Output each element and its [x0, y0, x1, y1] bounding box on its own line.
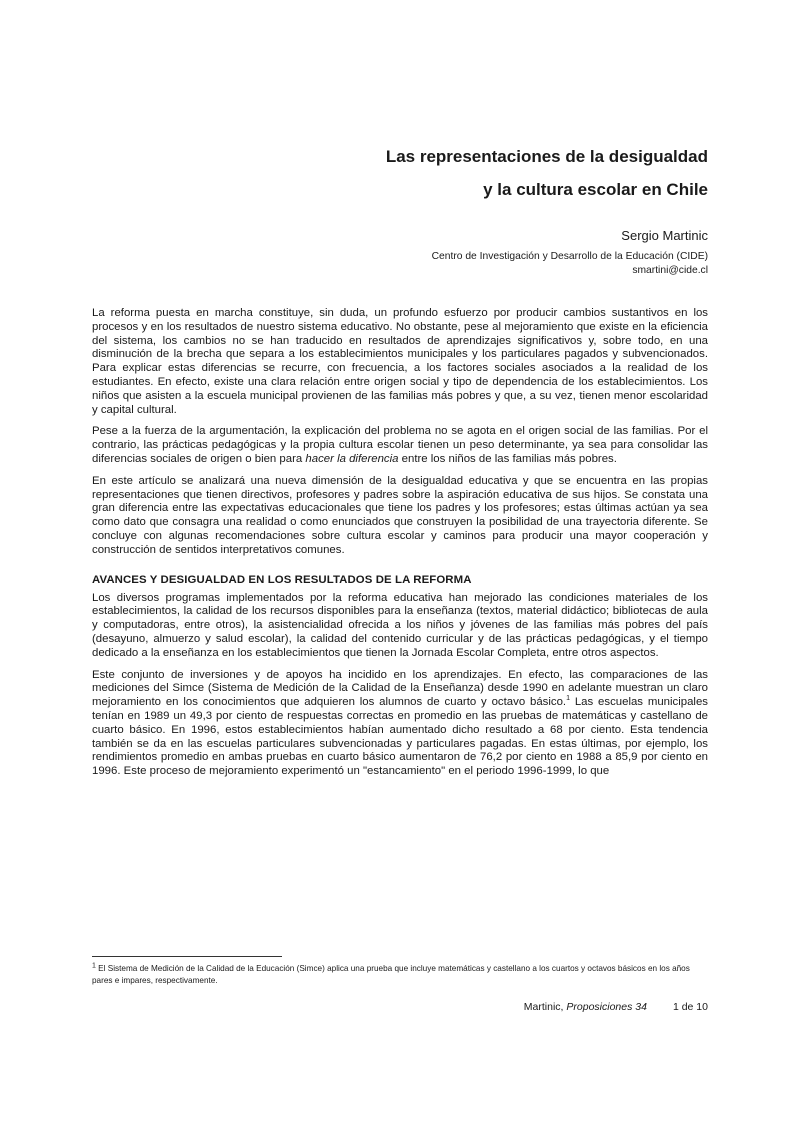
paragraph-4: Los diversos programas implementados por la reforma educativa han mejorado las condiciones materiales de los establecimientos, la calidad de los recursos disponibles para la enseñanza (textos, material didáctico; bibliotecas de aula y computadoras, entre otros), la asistencialidad ofrecida a los niños y jóvenes de las familias más pobres del país (desayuno, almuerzo y salud escolar), la calidad del contenido curricular y de las prácticas pedagógicas, y el tiempo dedicado a la enseñanza en los establecimientos que tienen la Jornada Escolar Completa, entre otros aspectos.	[92, 591, 708, 659]
title-line-2: y la cultura escolar en Chile	[483, 180, 708, 199]
page	[92, 0, 708, 1132]
paragraph-5-text-b: Las escuelas municipales tenían en 1989 un 49,3 por ciento de respuestas correctas en promedio en las pruebas de matemáticas y castellano de cuarto básico. En 1996, estos establecimientos habían aumentado dicho resultado a 68 por ciento. Esta tendencia también se da en las escuelas particulares subvencionadas y particulares pagadas. En estas últimas, por ejemplo, los rendimientos promedio en ambas pruebas en cuarto básico aumentaron de 76,2 por ciento en 1988 a 85,9 por ciento en 1996. Este proceso de mejoramiento experimentó un "estancamiento" en el periodo 1996-1999, lo que	[92, 696, 708, 778]
author-email: smartini@cide.cl	[632, 265, 708, 276]
paragraph-2-text-b: entre los niños de las familias más pobres.	[398, 452, 617, 465]
footnote-mark: 1	[92, 962, 96, 970]
footnote-text: El Sistema de Medición de la Calidad de la Educación (Simce) aplica una prueba que incluye matemáticas y castellano a los cuartos y octavos básicos en los años pares e impares, respectivamente.	[92, 964, 690, 985]
paragraph-5-text-a: Este conjunto de inversiones y de apoyos ha incidido en los aprendizajes. En efecto, las comparaciones de las mediciones del Simce (Sistema de Medición de la Calidad de la Enseñanza) desde 1990 en adelante muestran un claro mejoramiento en los conocimientos que adquieren los alumnos de cuarto y octavo básico.	[92, 668, 708, 709]
author-affiliation	[432, 250, 708, 278]
author-name: Sergio Martinic	[621, 228, 708, 243]
title-line-1: Las representaciones de la desigualdad	[385, 147, 708, 166]
paragraph-2-text-a: Pese a la fuerza de la argumentación, la explicación del problema no se agota en el origen social de las familias. Por el contrario, las prácticas pedagógicas y la propia cultura escolar tienen un peso determinante, ya sea para consolidar las diferencias sociales de origen o bien para	[92, 425, 708, 465]
paragraph-1: La reforma puesta en marcha constituye, sin duda, un profundo esfuerzo por producir cambios sustantivos en los procesos y en los resultados de nuestro sistema educativo. No obstante, pese al mejoramiento que existe en la eficiencia del sistema, los cambios no se han traducido en resultados de aprendizajes significativos y, sobre todo, en una disminución de la brecha que separa a los establecimientos municipales y los particulares pagados y subvencionados. Para explicar estas diferencias se recurre, con frecuencia, a los factores sociales asociados a la realidad de los estudiantes. En efecto, existe una clara relación entre origen social y tipo de dependencia de los establecimientos. Los niños que asisten a la escuela municipal provienen de las familias más pobres y que, a su vez, tienen menor escolaridad y capital cultural.	[92, 307, 708, 416]
footer-author: Martinic,	[523, 1001, 567, 1013]
page-footer	[524, 1001, 708, 1013]
affiliation-text: Centro de Investigación y Desarrollo de la Educación (CIDE)	[431, 251, 708, 262]
paragraph-2-emphasis: hacer la diferencia	[305, 452, 399, 465]
paragraph-3: En este artículo se analizará una nueva dimensión de la desigualdad educativa y que se encuentra en las propias representaciones que tienen directivos, profesores y padres sobre la aspiración educativa de sus hijos. Se constata una gran diferencia entre las expectativas educacionales que tiene los padres y los profesores; estas últimas actúan ya sea como dato que consagra una realidad o como enunciados que construyen la posibilidad de una trayectoria diferente. Se concluye con algunas recomendaciones sobre cultura escolar y caminos para producir una mayor cooperación y construcción de sentidos interpretativos comunes.	[92, 474, 708, 556]
footnote	[92, 963, 708, 986]
paragraph-5	[92, 669, 708, 779]
footnote-reference[interactable]: 1	[566, 695, 570, 703]
article-body	[92, 307, 708, 787]
footer-journal: Proposiciones 34	[566, 1001, 647, 1013]
footnote-divider	[92, 956, 282, 957]
section-heading: AVANCES Y DESIGUALDAD EN LOS RESULTADOS DE LA REFORMA	[92, 573, 472, 586]
page-number: 1 de 10	[672, 1001, 708, 1013]
paragraph-2	[92, 425, 708, 466]
article-title	[208, 140, 708, 206]
